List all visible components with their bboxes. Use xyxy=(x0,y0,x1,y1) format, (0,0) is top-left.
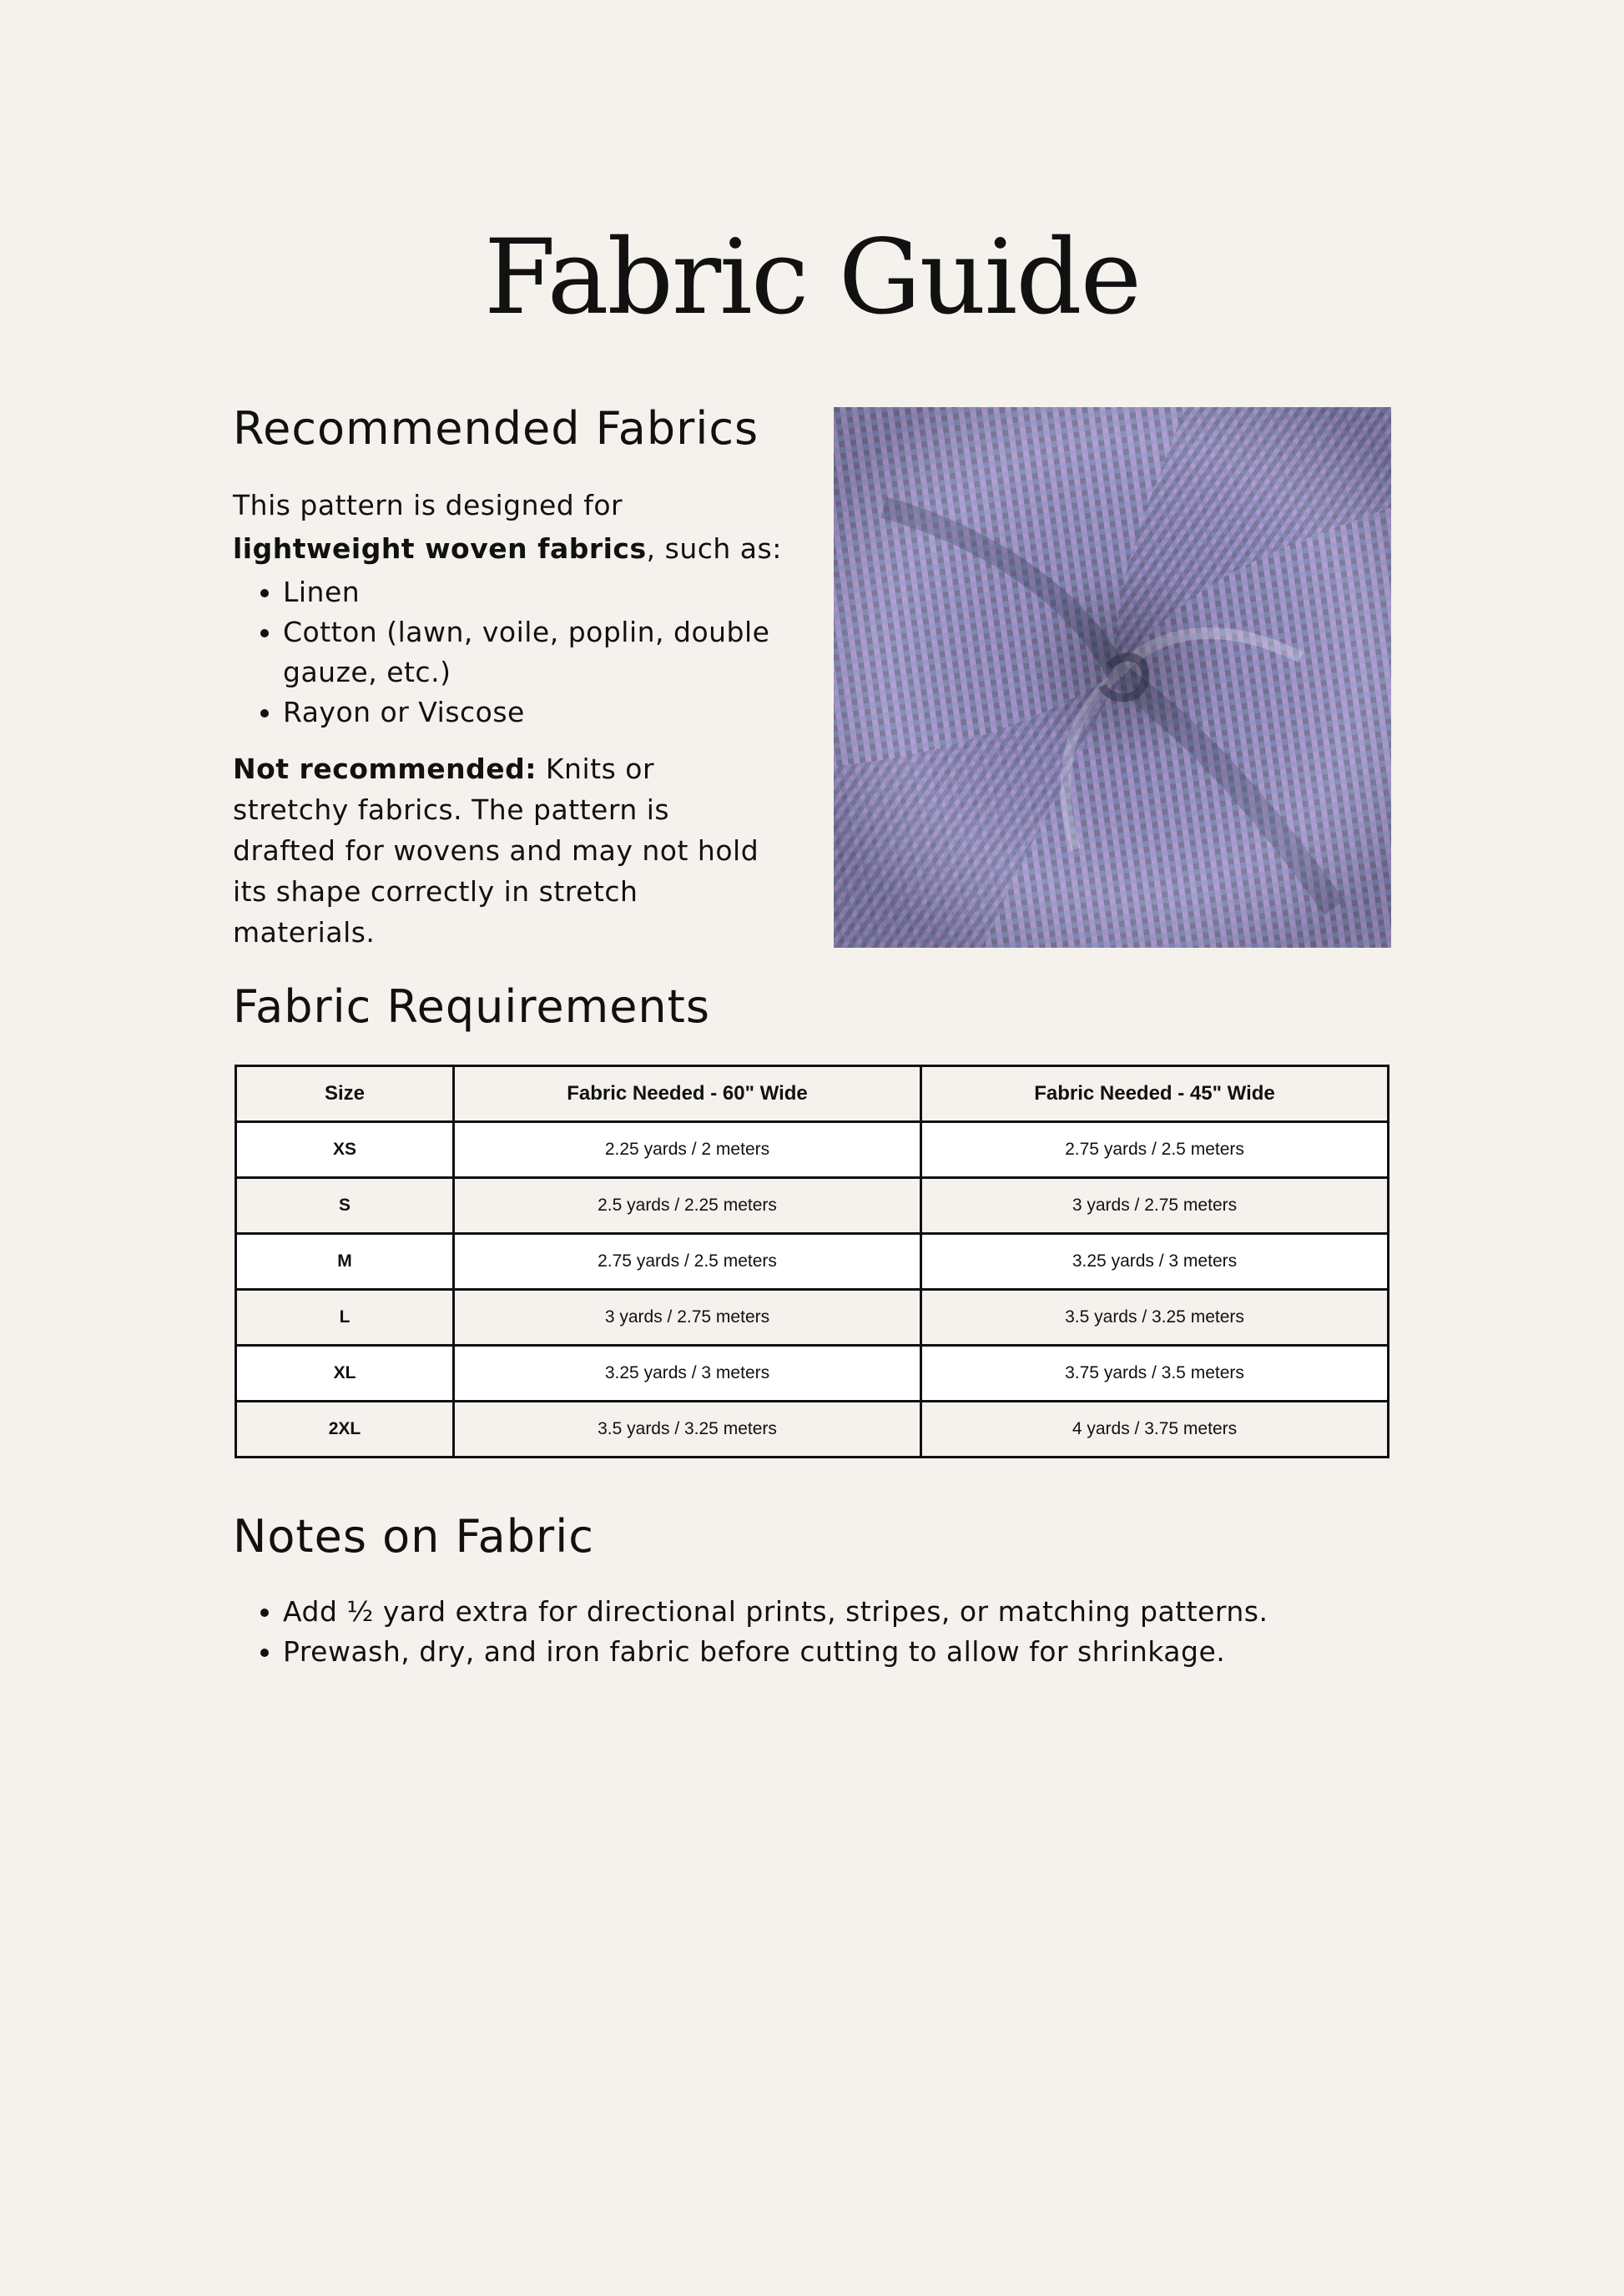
column-header-size: Size xyxy=(236,1066,454,1122)
size-cell: XS xyxy=(236,1122,454,1178)
size-cell: S xyxy=(236,1178,454,1234)
size-cell: XL xyxy=(236,1346,454,1402)
column-header-60-wide: Fabric Needed - 60" Wide xyxy=(454,1066,921,1122)
recommended-fabrics-heading: Recommended Fabrics xyxy=(233,402,759,455)
table-row xyxy=(236,1290,1389,1346)
table-row xyxy=(236,1402,1389,1458)
intro-suffix: , such as: xyxy=(646,532,782,565)
fabric-requirements-table xyxy=(235,1065,1389,1458)
fabric-45-cell: 3.25 yards / 3 meters xyxy=(921,1234,1389,1290)
fabric-60-cell: 3.5 yards / 3.25 meters xyxy=(454,1402,921,1458)
fabric-60-cell: 3 yards / 2.75 meters xyxy=(454,1290,921,1346)
fabric-45-cell: 3 yards / 2.75 meters xyxy=(921,1178,1389,1234)
list-item: • Cotton (lawn, voile, poplin, double gauze, etc.) xyxy=(283,612,800,692)
not-recommended-text: Knits or stretchy fabrics. The pattern is drafted for wovens and may not hold its shape correctly in stretch materials. xyxy=(233,753,759,949)
fabric-60-cell: 2.5 yards / 2.25 meters xyxy=(454,1178,921,1234)
fabric-60-cell: 3.25 yards / 3 meters xyxy=(454,1346,921,1402)
table-row xyxy=(236,1122,1389,1178)
fabric-45-cell: 3.5 yards / 3.25 meters xyxy=(921,1290,1389,1346)
size-cell: M xyxy=(236,1234,454,1290)
not-recommended-label: Not recommended: xyxy=(233,753,537,785)
table-row xyxy=(236,1234,1389,1290)
notes-list xyxy=(233,1592,1535,1672)
table-row xyxy=(236,1346,1389,1402)
fabric-60-cell: 2.25 yards / 2 meters xyxy=(454,1122,921,1178)
size-cell: L xyxy=(236,1290,454,1346)
list-item: • Rayon or Viscose xyxy=(283,692,800,733)
table-row xyxy=(236,1178,1389,1234)
table-header-row xyxy=(236,1066,1389,1122)
intro-bold: lightweight woven fabrics xyxy=(233,532,647,565)
fabric-45-cell: 3.75 yards / 3.5 meters xyxy=(921,1346,1389,1402)
list-item: • Add ½ yard extra for directional prints, stripes, or matching patterns. xyxy=(283,1592,1535,1632)
fabric-45-cell: 4 yards / 3.75 meters xyxy=(921,1402,1389,1458)
gingham-fabric-swirl-photo xyxy=(834,407,1391,948)
notes-on-fabric-heading: Notes on Fabric xyxy=(233,1510,594,1563)
recommended-fabrics-list xyxy=(233,572,800,733)
not-recommended-note xyxy=(233,748,767,953)
fabric-requirements-heading: Fabric Requirements xyxy=(233,980,710,1033)
fabric-60-cell: 2.75 yards / 2.5 meters xyxy=(454,1234,921,1290)
size-cell: 2XL xyxy=(236,1402,454,1458)
column-header-45-wide: Fabric Needed - 45" Wide xyxy=(921,1066,1389,1122)
fabric-45-cell: 2.75 yards / 2.5 meters xyxy=(921,1122,1389,1178)
list-item: • Prewash, dry, and iron fabric before cutting to allow for shrinkage. xyxy=(283,1632,1535,1672)
page-title: Fabric Guide xyxy=(483,218,1141,338)
recommended-intro xyxy=(233,484,784,571)
list-item: • Linen xyxy=(283,572,800,612)
intro-prefix: This pattern is designed for xyxy=(233,489,623,521)
